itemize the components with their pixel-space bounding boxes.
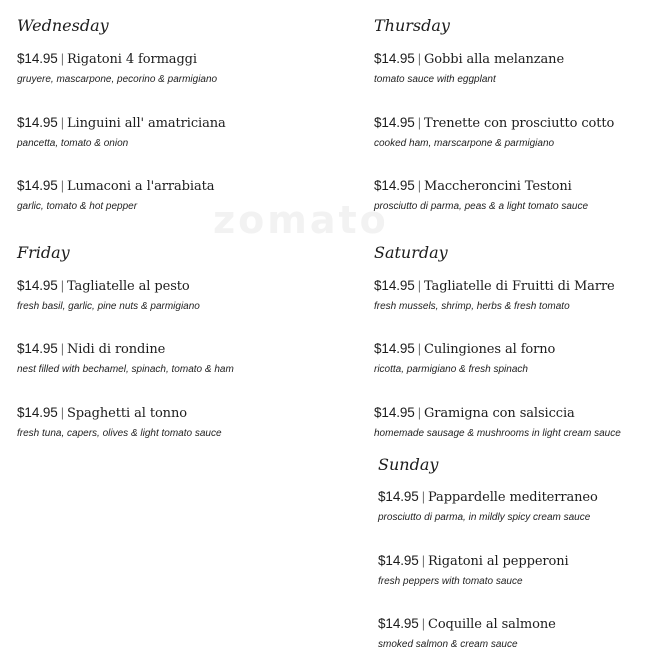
dish-description: ricotta, parmigiano & fresh spinach bbox=[374, 364, 528, 375]
dish-price: $14.95 bbox=[17, 405, 58, 420]
menu-item bbox=[17, 115, 226, 150]
separator: | bbox=[60, 341, 64, 356]
dish-price: $14.95 bbox=[374, 178, 415, 193]
separator: | bbox=[421, 616, 425, 631]
separator: | bbox=[60, 405, 64, 420]
dish-name: Maccheroncini Testoni bbox=[423, 179, 572, 194]
separator: | bbox=[60, 115, 64, 130]
menu-item bbox=[17, 405, 222, 440]
separator: | bbox=[417, 341, 421, 356]
dish-name: Linguini all' amatriciana bbox=[66, 116, 226, 131]
day-heading-sunday: Sunday bbox=[378, 455, 439, 474]
dish-description: fresh tuna, capers, olives & light tomato sauce bbox=[17, 428, 222, 439]
dish-price: $14.95 bbox=[17, 341, 58, 356]
dish-description: homemade sausage & mushrooms in light cream sauce bbox=[374, 428, 621, 439]
day-heading-saturday: Saturday bbox=[374, 243, 448, 262]
dish-description: tomato sauce with eggplant bbox=[374, 74, 496, 85]
dish-price: $14.95 bbox=[17, 115, 58, 130]
menu-item bbox=[17, 278, 200, 313]
dish-description: prosciutto di parma, in mildly spicy cream sauce bbox=[378, 512, 591, 523]
watermark: zomato bbox=[213, 198, 389, 242]
dish-name: Gramigna con salsiccia bbox=[423, 406, 575, 421]
menu-item bbox=[17, 178, 214, 213]
menu-item bbox=[378, 553, 569, 588]
day-heading-friday: Friday bbox=[17, 243, 70, 262]
separator: | bbox=[417, 115, 421, 130]
menu-item bbox=[374, 178, 588, 213]
dish-description: smoked salmon & cream sauce bbox=[378, 639, 518, 650]
dish-description: cooked ham, marscarpone & parmigiano bbox=[374, 138, 555, 149]
dish-description: pancetta, tomato & onion bbox=[17, 138, 129, 149]
menu-item bbox=[378, 616, 556, 651]
dish-name: Tagliatelle al pesto bbox=[66, 279, 190, 294]
dish-price: $14.95 bbox=[374, 278, 415, 293]
menu-item bbox=[17, 51, 217, 86]
dish-description: fresh mussels, shrimp, herbs & fresh tomato bbox=[374, 301, 570, 312]
separator: | bbox=[60, 178, 64, 193]
menu-item bbox=[374, 115, 614, 150]
dish-price: $14.95 bbox=[378, 553, 419, 568]
dish-description: fresh peppers with tomato sauce bbox=[378, 576, 523, 587]
day-heading-thursday: Thursday bbox=[374, 16, 450, 35]
separator: | bbox=[60, 51, 64, 66]
separator: | bbox=[417, 51, 421, 66]
dish-price: $14.95 bbox=[374, 405, 415, 420]
dish-price: $14.95 bbox=[374, 115, 415, 130]
dish-name: Rigatoni al pepperoni bbox=[427, 554, 569, 569]
separator: | bbox=[421, 553, 425, 568]
dish-name: Spaghetti al tonno bbox=[66, 406, 187, 421]
separator: | bbox=[60, 278, 64, 293]
dish-name: Coquille al salmone bbox=[427, 617, 556, 632]
dish-price: $14.95 bbox=[378, 489, 419, 504]
dish-name: Tagliatelle di Fruitti di Marre bbox=[423, 279, 615, 294]
separator: | bbox=[421, 489, 425, 504]
menu-item bbox=[17, 341, 234, 376]
dish-name: Pappardelle mediterraneo bbox=[427, 490, 598, 505]
separator: | bbox=[417, 405, 421, 420]
dish-name: Gobbi alla melanzane bbox=[423, 52, 565, 67]
dish-description: fresh basil, garlic, pine nuts & parmigiano bbox=[17, 301, 200, 312]
separator: | bbox=[417, 178, 421, 193]
dish-description: nest filled with bechamel, spinach, tomato & ham bbox=[17, 364, 234, 375]
dish-name: Nidi di rondine bbox=[66, 342, 166, 357]
dish-name: Rigatoni 4 formaggi bbox=[66, 52, 197, 67]
menu-item bbox=[374, 278, 615, 313]
dish-price: $14.95 bbox=[374, 341, 415, 356]
dish-description: garlic, tomato & hot pepper bbox=[17, 201, 138, 212]
menu-item bbox=[378, 489, 598, 524]
dish-name: Culingiones al forno bbox=[423, 342, 556, 357]
dish-name: Lumaconi a l'arrabiata bbox=[66, 179, 215, 194]
day-heading-wednesday: Wednesday bbox=[17, 16, 109, 35]
dish-description: gruyere, mascarpone, pecorino & parmigiano bbox=[17, 74, 218, 85]
menu-item bbox=[374, 341, 555, 376]
dish-name: Trenette con prosciutto cotto bbox=[423, 116, 615, 131]
menu-item bbox=[374, 405, 621, 440]
menu-item bbox=[374, 51, 564, 86]
dish-price: $14.95 bbox=[378, 616, 419, 631]
dish-description: prosciutto di parma, peas & a light tomato sauce bbox=[374, 201, 589, 212]
dish-price: $14.95 bbox=[17, 178, 58, 193]
dish-price: $14.95 bbox=[17, 51, 58, 66]
dish-price: $14.95 bbox=[17, 278, 58, 293]
dish-price: $14.95 bbox=[374, 51, 415, 66]
separator: | bbox=[417, 278, 421, 293]
